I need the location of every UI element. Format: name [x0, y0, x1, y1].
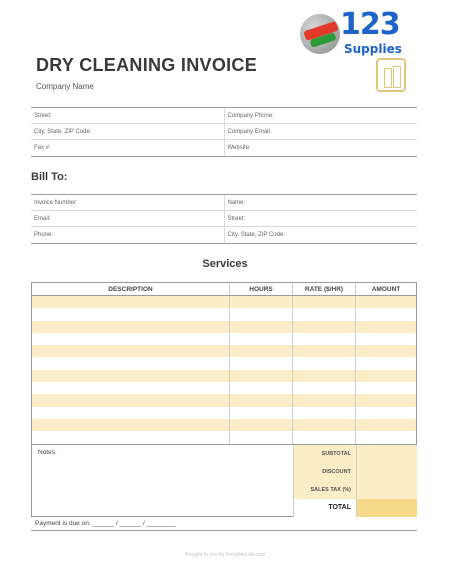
table-cell[interactable] [293, 296, 356, 308]
info-cell[interactable]: Phone: [31, 227, 225, 243]
table-cell[interactable] [230, 308, 293, 320]
table-cell[interactable] [293, 321, 356, 333]
logo [300, 7, 410, 58]
column-header-description: DESCRIPTION [32, 283, 230, 295]
company-info-table [31, 107, 417, 157]
info-cell[interactable]: Street: [227, 216, 246, 222]
table-cell[interactable] [230, 333, 293, 345]
table-cell[interactable] [356, 431, 416, 443]
column-header-rate: RATE ($/HR) [293, 283, 356, 295]
table-cell[interactable] [32, 419, 230, 431]
table-cell[interactable] [356, 333, 416, 345]
info-row [31, 140, 417, 156]
table-cell[interactable] [230, 370, 293, 382]
discount-field[interactable] [356, 463, 417, 481]
bill-to-table [31, 194, 417, 244]
notes-label: Notes: [38, 449, 57, 456]
info-cell[interactable]: City, State, ZIP Code: [227, 232, 285, 238]
table-cell[interactable] [293, 370, 356, 382]
table-cell[interactable] [230, 296, 293, 308]
total-field[interactable] [356, 499, 417, 517]
column-header-hours: HOURS [230, 283, 293, 295]
column-header-amount: AMOUNT [371, 286, 401, 293]
table-row [32, 321, 416, 333]
payment-due-line[interactable]: Payment is due on: ______ / ______ / ________ [31, 517, 417, 531]
table-cell[interactable] [356, 370, 416, 382]
info-cell[interactable]: Invoice Number: [31, 195, 225, 210]
footer-credit: Brought to you by TemplateLab.com [185, 552, 265, 558]
table-row [32, 419, 416, 431]
sales-tax-row [293, 481, 417, 499]
table-cell[interactable] [356, 394, 416, 406]
table-cell[interactable] [356, 357, 416, 369]
table-row [32, 394, 416, 406]
table-cell[interactable] [356, 296, 416, 308]
table-cell[interactable] [230, 407, 293, 419]
subtotal-field[interactable] [356, 445, 417, 463]
info-row [31, 108, 417, 124]
table-cell[interactable] [356, 382, 416, 394]
table-row [32, 308, 416, 320]
table-cell[interactable] [230, 357, 293, 369]
table-cell[interactable] [293, 308, 356, 320]
table-cell[interactable] [32, 370, 230, 382]
table-cell[interactable] [32, 333, 230, 345]
bill-to-heading: Bill To: [31, 171, 68, 183]
table-cell[interactable] [32, 357, 230, 369]
table-row [32, 382, 416, 394]
info-cell[interactable]: City, State, ZIP Code: [31, 124, 225, 139]
info-cell[interactable]: Company Email: [227, 129, 272, 135]
table-cell[interactable] [230, 394, 293, 406]
table-row [32, 431, 416, 443]
table-cell[interactable] [32, 382, 230, 394]
table-cell[interactable] [293, 382, 356, 394]
table-cell[interactable] [230, 345, 293, 357]
services-table [31, 282, 417, 445]
table-cell[interactable] [32, 431, 230, 443]
info-cell[interactable]: Street: [31, 108, 225, 123]
info-cell[interactable]: Name: [227, 200, 246, 206]
sales-tax-field[interactable] [356, 481, 417, 499]
table-row [32, 357, 416, 369]
info-row [31, 227, 417, 243]
totals-block [293, 445, 417, 517]
invoice-title: DRY CLEANING INVOICE [36, 55, 258, 75]
table-cell[interactable] [356, 345, 416, 357]
table-cell[interactable] [32, 345, 230, 357]
table-cell[interactable] [32, 321, 230, 333]
table-cell[interactable] [293, 419, 356, 431]
table-cell[interactable] [230, 419, 293, 431]
total-row [293, 499, 417, 517]
info-row [31, 124, 417, 140]
table-row [32, 345, 416, 357]
info-cell[interactable]: Email: [31, 211, 225, 226]
table-cell[interactable] [32, 394, 230, 406]
table-cell[interactable] [293, 394, 356, 406]
table-cell[interactable] [293, 407, 356, 419]
table-cell[interactable] [32, 407, 230, 419]
table-cell[interactable] [356, 407, 416, 419]
table-row [32, 370, 416, 382]
sales-tax-label: SALES TAX (%) [293, 481, 356, 499]
table-row [32, 407, 416, 419]
discount-label: DISCOUNT [293, 463, 356, 481]
subtotal-row [293, 445, 417, 463]
table-cell[interactable] [293, 345, 356, 357]
info-cell[interactable]: Website: [227, 145, 251, 151]
table-cell[interactable] [356, 419, 416, 431]
company-name: Company Name [36, 82, 94, 91]
totals-section [31, 445, 417, 517]
total-label: TOTAL [293, 499, 356, 517]
services-header-row [32, 283, 416, 296]
table-row [32, 296, 416, 308]
table-cell[interactable] [293, 431, 356, 443]
logo-text: Supplies [344, 42, 402, 56]
info-cell[interactable]: Fax #: [31, 140, 225, 156]
table-cell[interactable] [356, 321, 416, 333]
subtotal-label: SUBTOTAL [293, 445, 356, 463]
table-cell[interactable] [293, 357, 356, 369]
table-cell[interactable] [356, 308, 416, 320]
table-cell[interactable] [293, 333, 356, 345]
info-row [31, 195, 417, 211]
table-cell[interactable] [32, 308, 230, 320]
discount-row [293, 463, 417, 481]
table-cell[interactable] [230, 382, 293, 394]
table-cell[interactable] [230, 431, 293, 443]
logo-number: 123 [340, 7, 400, 42]
table-row [32, 333, 416, 345]
services-title: Services [202, 258, 248, 270]
table-cell[interactable] [230, 321, 293, 333]
info-cell[interactable]: Company Phone: [227, 113, 274, 119]
info-row [31, 211, 417, 227]
emblem-icon [376, 58, 406, 92]
table-cell[interactable] [32, 296, 230, 308]
